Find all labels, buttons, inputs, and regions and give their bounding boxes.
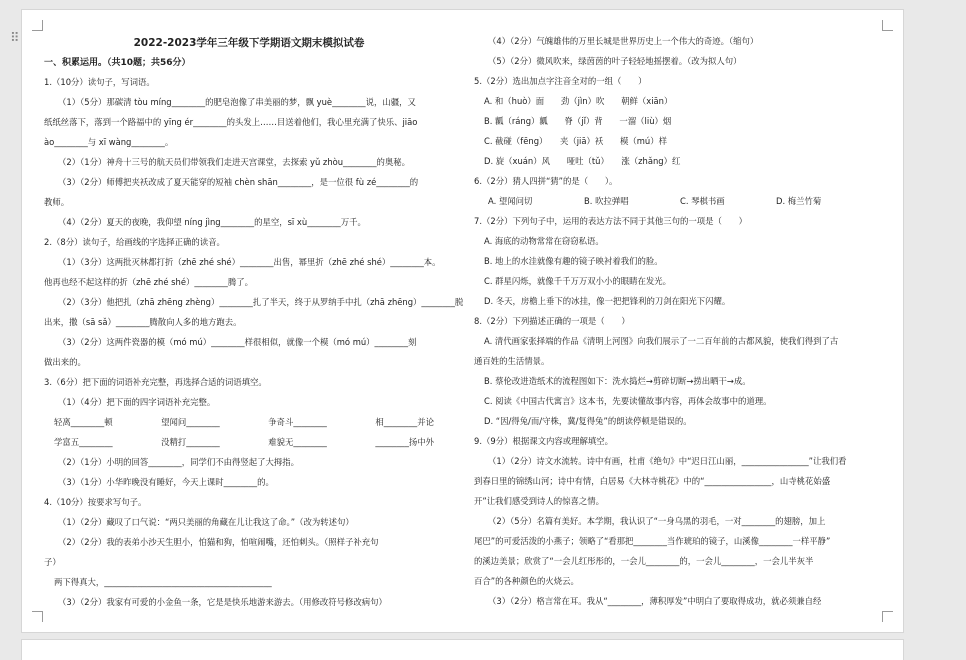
answer-option: D. 梅兰竹菊 (776, 196, 822, 206)
question-line: 教师。 (44, 197, 70, 207)
answer-option: D. “因/得兔/而/守株，冀/复得兔”的朗读停顿是错误的。 (484, 416, 692, 426)
question-line: 他再也经不起这样的折（zhē zhé shé）________腾了。 (44, 277, 253, 287)
answer-option: A. 海底的动物常常在窃窃私语。 (484, 236, 604, 246)
options-row (474, 191, 884, 211)
question-line: （3）（1分）小华昨晚没有睡好，今天上课时________的。 (58, 477, 274, 487)
question-line: 做出来的。 (44, 357, 86, 367)
word-completion-row (44, 432, 454, 452)
question-line: （4）（2分）气魄雄伟的万里长城是世界历史上一个伟大的奇迹。（缩句） (488, 36, 759, 46)
question-line: （1）（3分）这两批灭林都打折（zhē zhé shé）________出售，幂里折（zhē zhé shé）________本。 (58, 257, 441, 267)
question-line: 通百姓的生活情景。 (474, 356, 550, 366)
exam-title: 2022-2023学年三年级下学期语文期末模拟试卷 (133, 37, 365, 49)
question-line: （2）（1分）神舟十三号的航天员们带领我们走进天宫课堂，去探索 yǔ zhòu________的奥秘。 (58, 157, 411, 167)
question-line: 3.（6分）把下面的词语补充完整，再选择合适的词语填空。 (44, 377, 267, 387)
answer-option: B. 瓤（ráng）瓤 脊（jǐ）背 一溜（liù）烟 (484, 116, 672, 126)
answer-option: B. 地上的水洼就像有趣的镜子映衬着我们的脸。 (484, 256, 663, 266)
next-page (22, 640, 903, 660)
answer-option: A. 望闻问切 (488, 196, 533, 206)
question-line: （2）（2分）我的表弟小沙天生胆小，怕猫和狗，怕喧闹嘴，还怕刺头。（照样子补充句 (58, 537, 379, 547)
question-line: （2）（1分）小明的回答________，同学们不由得竖起了大拇指。 (58, 457, 299, 467)
page-corner-mark (882, 611, 893, 622)
word-item: 难貌无________ (268, 437, 327, 447)
question-line: （2）（3分）他把扎（zhā zhēng zhèng）________扎了半天，终于从罗纳手中扎（zhā zhēng）________脱 (58, 297, 464, 307)
question-line: 5.（2分）选出加点字注音全对的一组（ ） (474, 76, 647, 86)
word-completion-row (44, 412, 454, 432)
answer-option: D. 冬天，房檐上垂下的冰挂，像一把把锋利的刀剑在阳光下闪耀。 (484, 296, 731, 306)
answer-option: D. 旋（xuán）风 哑吐（tǔ） 涨（zhǎng）红 (484, 156, 681, 166)
left-column (44, 10, 464, 612)
question-line: 百合”的各种颜色的火烧云。 (474, 576, 579, 586)
question-line: 的溪边美景；欣赏了“一会儿红彤彤的，一会儿________的，一会儿________，一会儿半灰半 (474, 556, 814, 566)
question-line: （3）（2分）师傅把夹袄改成了夏天能穿的短袖 chèn shān________，是一位很 fù zé________的 (58, 177, 419, 187)
drag-handle-icon[interactable]: ⠿ (10, 31, 20, 46)
question-line: 4.（10分）按要求写句子。 (44, 497, 147, 507)
question-line: 出来，撒（sā sǎ）________腾散向人多的地方跑去。 (44, 317, 242, 327)
question-line: （1）（4分）把下面的四字词语补充完整。 (58, 397, 216, 407)
word-item: 争奇斗________ (268, 417, 327, 427)
question-line: ào________与 xī wàng________。 (44, 137, 174, 147)
question-line: 6.（2分）猜人四拼“猜”的是（ ）。 (474, 176, 618, 186)
word-item: ________扬中外 (375, 437, 434, 447)
section-heading: 一、积累运用。（共10题；共56分） (44, 58, 191, 68)
question-line: 7.（2分）下列句子中，运用的表达方法不同于其他三句的一项是（ ） (474, 216, 747, 226)
question-line: （3）（2分）这两件瓷器的模（mó mú）________样很相似，就像一个模（mó mú）________刻 (58, 337, 417, 347)
answer-option: A. 清代画家张择端的作品《清明上河图》向我们展示了一二百年前的古都风貌，使我们得到了古 (484, 336, 839, 346)
answer-option: C. 截碰（fēng） 夹（jiā）袄 模（mú）样 (484, 136, 667, 146)
page-corner-mark (32, 611, 43, 622)
answer-option: A. 和（huò）面 劲（jìn）吹 朝鲜（xiān） (484, 96, 673, 106)
question-line: （4）（2分）夏天的夜晚，我仰望 níng jìng________的星空，sī xù________万千。 (58, 217, 366, 227)
question-line: 开”让我们感受到诗人的惊喜之情。 (474, 496, 604, 506)
question-line: 尾巴”的可爱活泼的小燕子；领略了“看那把________当作琥珀的镜子，山溪像________一样平静” (474, 536, 831, 546)
word-item: 相________并论 (375, 417, 434, 427)
question-line: 到春日里的锦绣山河；诗中有情，白居易《大林寺桃花》中的“________________，山寺桃花始盛 (474, 476, 831, 486)
question-line: 两下得真大，________________________________________ (54, 577, 272, 587)
answer-option: C. 群星闪烁，就像千千万万双小小的眼睛在发光。 (484, 276, 672, 286)
right-column (474, 10, 884, 611)
question-line: 1.（10分）读句子，写词语。 (44, 77, 155, 87)
question-line: （1）（5分）那碳清 tòu míng________的肥皂泡像了串美丽的梦，飘 yuè________说，山疆，又 (58, 97, 416, 107)
answer-option: B. 蔡伦改进造纸术的流程图如下：洗水捣烂→剪碎切断→捞出晒干→成。 (484, 376, 751, 386)
word-item: 轻离________顿 (54, 417, 113, 427)
word-item: 望闻问________ (161, 417, 220, 427)
question-line: （2）（5分）名篇有美好。本学期，我认识了“一身乌黑的羽毛，一对________的翅膀，加上 (488, 516, 826, 526)
word-item: 没精打________ (161, 437, 220, 447)
answer-option: B. 吹拉弹唱 (584, 196, 629, 206)
page-corner-mark (32, 20, 43, 31)
question-line: （1）（2分）藏叹了口气说：“两只美丽的角藏在儿让我这了命。”（改为转述句） (58, 517, 354, 527)
question-line: （3）（2分）格言常在耳。我从“________，薄积厚发”中明白了要取得成功，就必须兼自经 (488, 596, 822, 606)
question-line: （1）（2分）诗文水流转。诗中有画，杜甫《绝句》中“迟日江山丽，________________”让我们看 (488, 456, 847, 466)
question-line: （5）（2分）微风吹来，绿茵茵的叶子轻轻地摇摆着。（改为拟人句） (488, 56, 742, 66)
question-line: 2.（8分）读句子，给画线的字选择正确的读音。 (44, 237, 225, 247)
answer-option: C. 阅读《中国古代寓言》这本书，先要读懂故事内容，再体会故事中的道理。 (484, 396, 772, 406)
answer-option: C. 琴棋书画 (680, 196, 725, 206)
question-line: 纸纸丝落下，落到一个路福中的 yīng ér________的头发上……目送着他们，我心里充满了快乐、jiāo (44, 117, 418, 127)
question-line: （3）（2分）我家有可爱的小金鱼一条，它是是快乐地游来游去。（用修改符号修改病句） (58, 597, 387, 607)
question-line: 9.（9分）根据课文内容或理解填空。 (474, 436, 613, 446)
word-item: 学富五________ (54, 437, 113, 447)
document-page (22, 10, 903, 632)
question-line: 子） (44, 557, 61, 567)
question-line: 8.（2分）下列描述正确的一项是（ ） (474, 316, 630, 326)
